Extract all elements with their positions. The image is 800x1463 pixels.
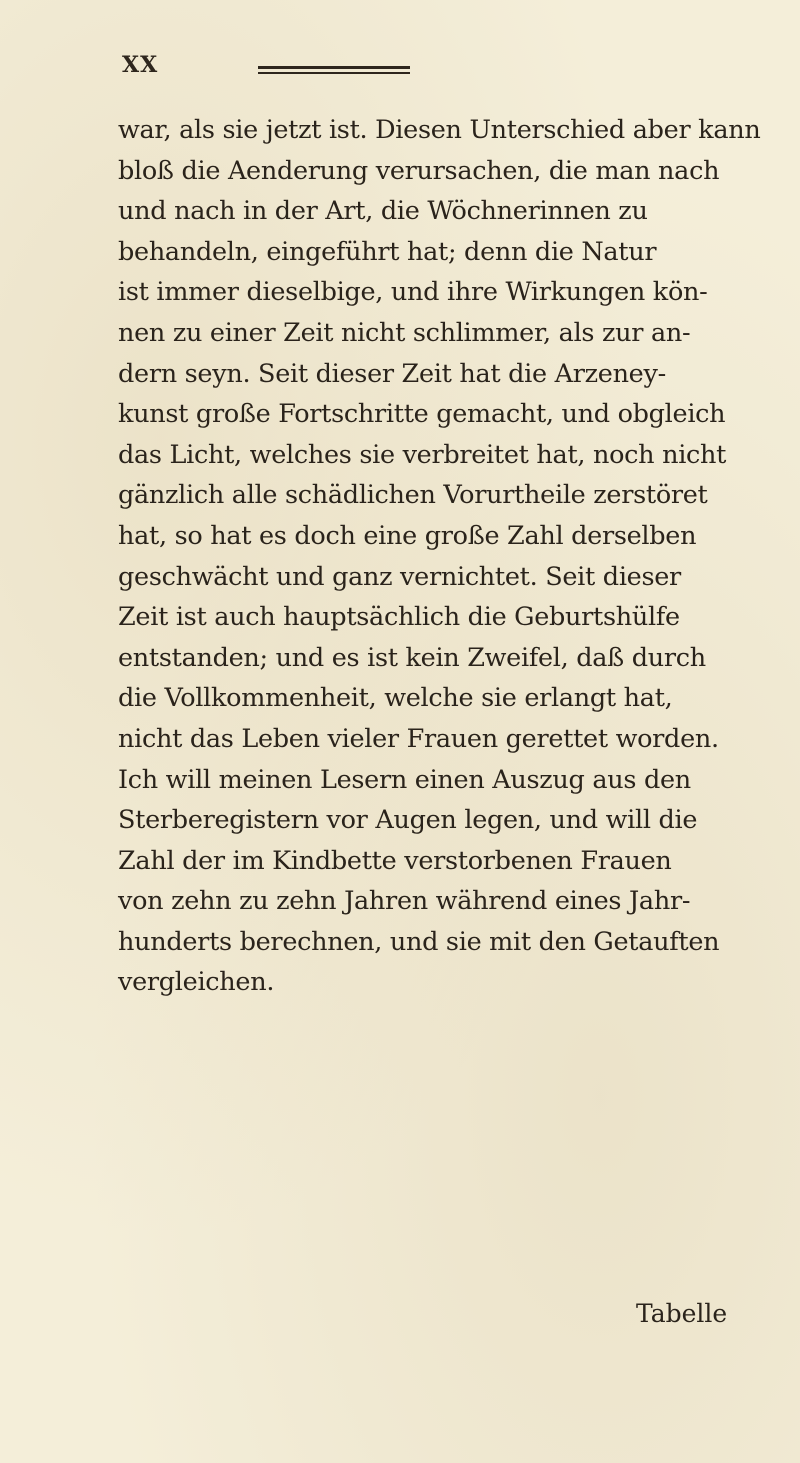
text-line: behandeln, eingeführt hat; denn die Natur [118, 236, 657, 267]
signature-mark: XX [122, 52, 159, 78]
text-line: Zahl der im Kindbette verstorbenen Frauen [118, 845, 672, 876]
text-line: hunderts berechnen, und sie mit den Getauften [118, 926, 720, 957]
text-line: die Vollkommenheit, welche sie erlangt hat, [118, 683, 673, 714]
text-line: das Licht, welches sie verbreitet hat, noch nicht [118, 439, 727, 470]
text-line: Ich will meinen Lesern einen Auszug aus den [118, 764, 691, 795]
text-line: gänzlich alle schädlichen Vorurtheile zerstöret [118, 480, 708, 511]
text-line: nicht das Leben vieler Frauen gerettet worden. [118, 723, 719, 754]
body-text [118, 110, 761, 1003]
text-line: dern seyn. Seit dieser Zeit hat die Arzeney- [118, 358, 666, 389]
catchword: Tabelle [636, 1299, 728, 1328]
text-line: bloß die Aenderung verursachen, die man nach [118, 155, 720, 186]
text-line: Sterberegistern vor Augen legen, und will die [118, 805, 698, 836]
text-line: entstanden; und es ist kein Zweifel, daß durch [118, 642, 706, 673]
text-line: kunst große Fortschritte gemacht, und obgleich [118, 399, 726, 430]
text-line: nen zu einer Zeit nicht schlimmer, als zur an- [118, 317, 691, 348]
text-line: von zehn zu zehn Jahren während eines Jahr- [118, 886, 691, 917]
text-line: war, als sie jetzt ist. Diesen Unterschied aber kann [118, 115, 761, 145]
text-line: ist immer dieselbige, und ihre Wirkungen kön- [118, 277, 708, 308]
text-line: und nach in der Art, die Wöchnerinnen zu [118, 196, 648, 227]
text-line: geschwächt und ganz vernichtet. Seit dieser [118, 561, 681, 592]
text-line: vergleichen. [118, 967, 275, 998]
text-line: Zeit ist auch hauptsächlich die Geburtshülfe [118, 602, 680, 633]
header-rule-ornament [258, 66, 410, 74]
text-line: hat, so hat es doch eine große Zahl derselben [118, 520, 697, 551]
